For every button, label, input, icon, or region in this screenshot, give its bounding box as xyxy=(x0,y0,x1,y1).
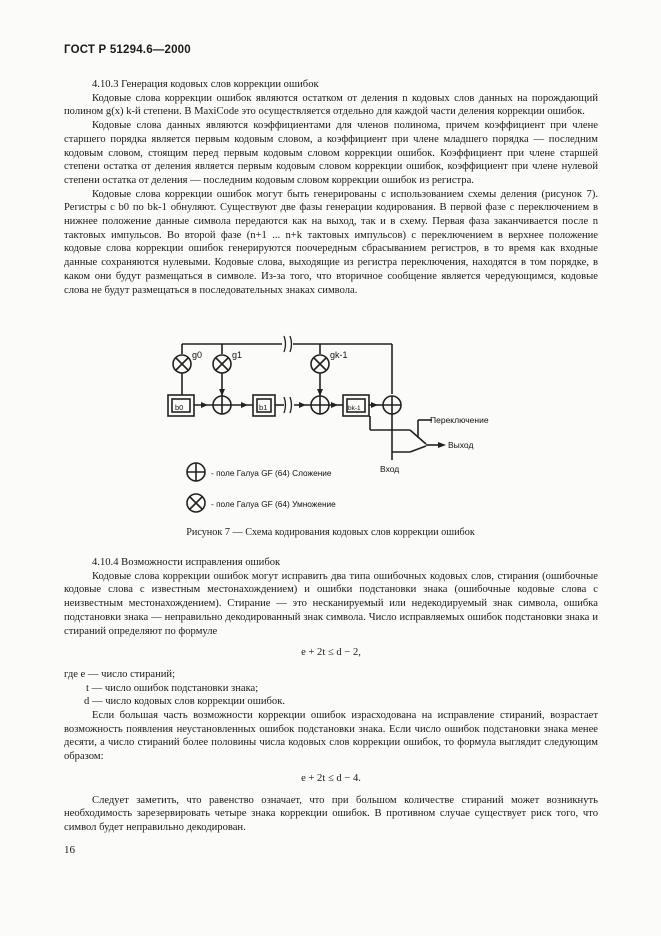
section-title: 4.10.3 Генерация кодовых слов коррекции ошибок xyxy=(92,79,319,90)
paragraph: Следует заметить, что равенство означает, что при большом количестве стираний может возникнуть необходимость зарезервировать четыре знака коррекции ошибок. В противном случае существует риск того, что символ будет неправильно декодирован. xyxy=(64,794,598,833)
document-header: ГОСТ Р 51294.6—2000 xyxy=(64,44,191,56)
coef-label-g1: g1 xyxy=(232,350,243,360)
figure-caption: Рисунок 7 — Схема кодирования кодовых слов коррекции ошибок xyxy=(186,527,475,538)
switch-label: Переключение xyxy=(430,415,489,425)
register-label-b0: b0 xyxy=(175,403,184,412)
paragraph: Кодовые слова данных являются коэффициентами для членов полинома, причем коэффициент при члене старшего порядка является первым кодовым словом, а коэффициент при члене младшего порядка — последним кодовым словом, стоящим перед первым кодовым словом коррекции ошибок. Коэффициент при члене старшей степени остатка от деления является первым кодовым словом коррекции ошибок, коэффициент при члене нулевой степени остатка от деления — последним кодовым словом коррекции ошибок из регистра. xyxy=(64,120,598,186)
encoding-circuit-diagram xyxy=(150,330,510,520)
section-4-10-4 xyxy=(64,556,598,835)
definition: t — число ошибок подстановки знака; xyxy=(86,682,259,694)
register-label-bk-1: bk-1 xyxy=(348,405,361,412)
paragraph: Кодовые слова коррекции ошибок являются остатком от деления n кодовых слов данных на порождающий полином g(x) k-й степени. В MaxiCode это осуществляется отдельно для каждой части деления коррекции ошибок. xyxy=(64,92,598,118)
paragraph: Кодовые слова коррекции ошибок могут быть генерированы с использованием схемы деления (рисунок 7). Регистры с b0 по bk-1 обнуляют. Существуют две фазы генерации кодирования. В первой фазе с переключением в нижнее положение данные символа передаются как на выход, так и в схему. Первая фаза заканчивается после n тактовых импульсов. Во второй фазе (n+1 ... n+k тактовых импульсов) с переключением в верхнее положение кодовые слова коррекции ошибок генерируются поочередным сбрасыванием регистров, в то время как входные данные сохраняются нулевыми. Кодовые слова, выходящие из регистра переключения, находятся в том порядке, в каком они будут размещаться в символе. Из-за того, что вторичное сообщение является чередующимся, кодовые слова не будут размещаться в последовательных знаках символа. xyxy=(64,188,598,296)
register-label-b1: b1 xyxy=(259,403,268,412)
paragraph: Кодовые слова коррекции ошибок могут исправить два типа ошибочных кодовых слов, стирания (ошибочные кодовые слова с известным местонахождением) и ошибки подстановки знака (ошибочные кодовые слова с неизвестным местонахождением). Стирание — это несканируемый или недекодируемый знак символа, ошибка подстановки знака — неправильно декодированный знак символа. Число исправляемых ошибок подстановки знака и стираний определяют по формуле xyxy=(64,570,598,637)
formula: e + 2t ≤ d − 2, xyxy=(301,647,361,659)
input-label: Вход xyxy=(380,464,400,474)
legend-add: - поле Галуа GF (64) Сложение xyxy=(211,468,332,478)
definition: d — число кодовых слов коррекции ошибок. xyxy=(84,696,286,708)
definition: где e — число стираний; xyxy=(64,668,176,680)
coef-label-g0: g0 xyxy=(192,350,203,360)
page-number: 16 xyxy=(64,844,75,856)
paragraph: Если большая часть возможности коррекции ошибок израсходована на исправление стираний, возрастает возможность появления неустановленных ошибок подстановки знака. Если число ошибок подстановки знака менее десяти, а число стираний более половины числа кодовых слов коррекции ошибок, то формула выглядит следующим образом: xyxy=(64,710,598,763)
coef-label-gk-1: gk-1 xyxy=(330,350,348,360)
output-label: Выход xyxy=(448,440,474,450)
section-title: 4.10.4 Возможности исправления ошибок xyxy=(92,557,281,568)
definitions xyxy=(64,668,598,709)
section-4-10-3 xyxy=(64,78,598,297)
formula: e + 2t ≤ d − 4. xyxy=(301,772,361,784)
legend-mul: - поле Галуа GF (64) Умножение xyxy=(211,499,336,509)
